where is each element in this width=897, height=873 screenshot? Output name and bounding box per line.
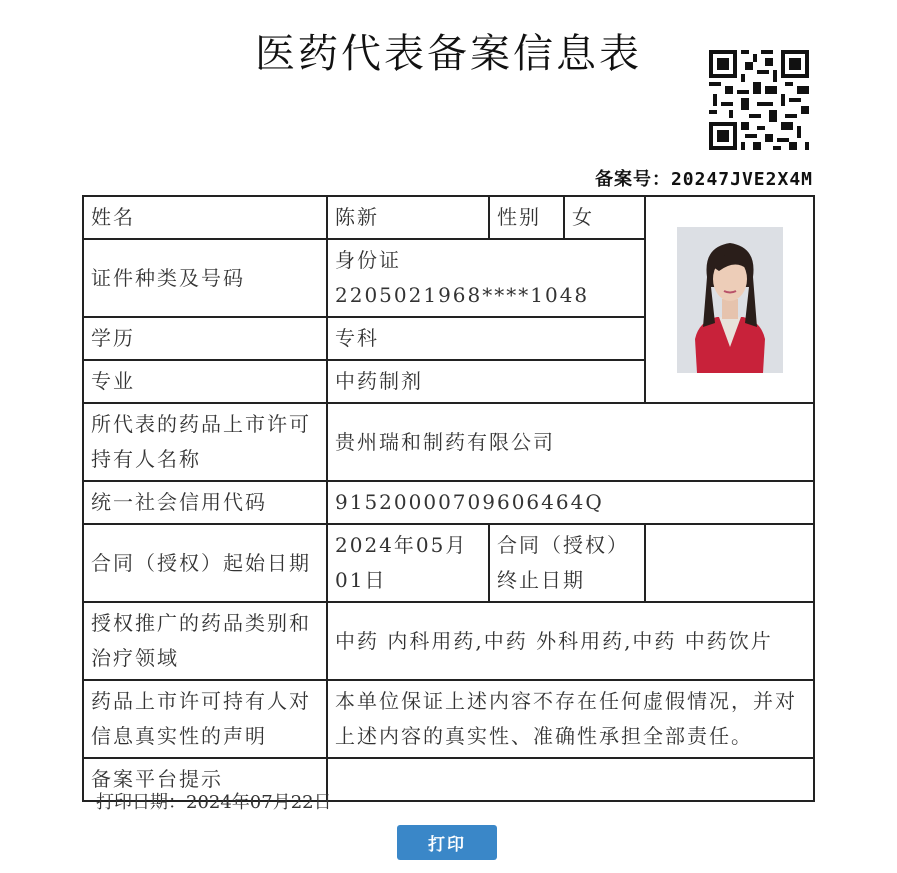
qr-code-icon <box>709 50 809 150</box>
table-row <box>83 403 814 481</box>
credit-label: 统一社会信用代码 <box>83 481 327 524</box>
id-label: 证件种类及号码 <box>83 239 327 317</box>
table-row <box>83 196 814 239</box>
table-row <box>83 524 814 602</box>
start-date-value: 2024年05月01日 <box>327 524 489 602</box>
gender-label: 性别 <box>489 196 564 239</box>
table-row <box>83 680 814 758</box>
major-label: 专业 <box>83 360 327 403</box>
print-date: 打印日期：2024年07月22日 <box>96 792 332 813</box>
credit-value: 91520000709606464Q <box>327 481 814 524</box>
category-label: 授权推广的药品类别和治疗领域 <box>83 602 327 680</box>
name-label: 姓名 <box>83 196 327 239</box>
table-row <box>83 481 814 524</box>
tip-value <box>327 758 814 801</box>
gender-value: 女 <box>564 196 645 239</box>
portrait-photo <box>677 227 783 373</box>
holder-label: 所代表的药品上市许可持有人名称 <box>83 403 327 481</box>
table-row <box>83 602 814 680</box>
statement-label: 药品上市许可持有人对信息真实性的声明 <box>83 680 327 758</box>
page-title: 医药代表备案信息表 <box>255 31 642 77</box>
id-value: 身份证 2205021968****1048 <box>327 239 645 317</box>
photo-cell <box>645 196 814 403</box>
major-value: 中药制剂 <box>327 360 645 403</box>
end-date-value <box>645 524 814 602</box>
record-number: 备案号：20247JVE2X4M <box>594 169 813 190</box>
name-value: 陈新 <box>327 196 489 239</box>
tip-label: 备案平台提示 <box>83 758 327 801</box>
holder-value: 贵州瑞和制药有限公司 <box>327 403 814 481</box>
print-button[interactable]: 打印 <box>397 825 497 860</box>
statement-value: 本单位保证上述内容不存在任何虚假情况，并对上述内容的真实性、准确性承担全部责任。 <box>327 680 814 758</box>
start-date-label: 合同（授权）起始日期 <box>83 524 327 602</box>
end-date-label: 合同（授权）终止日期 <box>489 524 645 602</box>
education-value: 专科 <box>327 317 645 360</box>
info-table <box>82 195 815 802</box>
category-value: 中药 内科用药,中药 外科用药,中药 中药饮片 <box>327 602 814 680</box>
education-label: 学历 <box>83 317 327 360</box>
